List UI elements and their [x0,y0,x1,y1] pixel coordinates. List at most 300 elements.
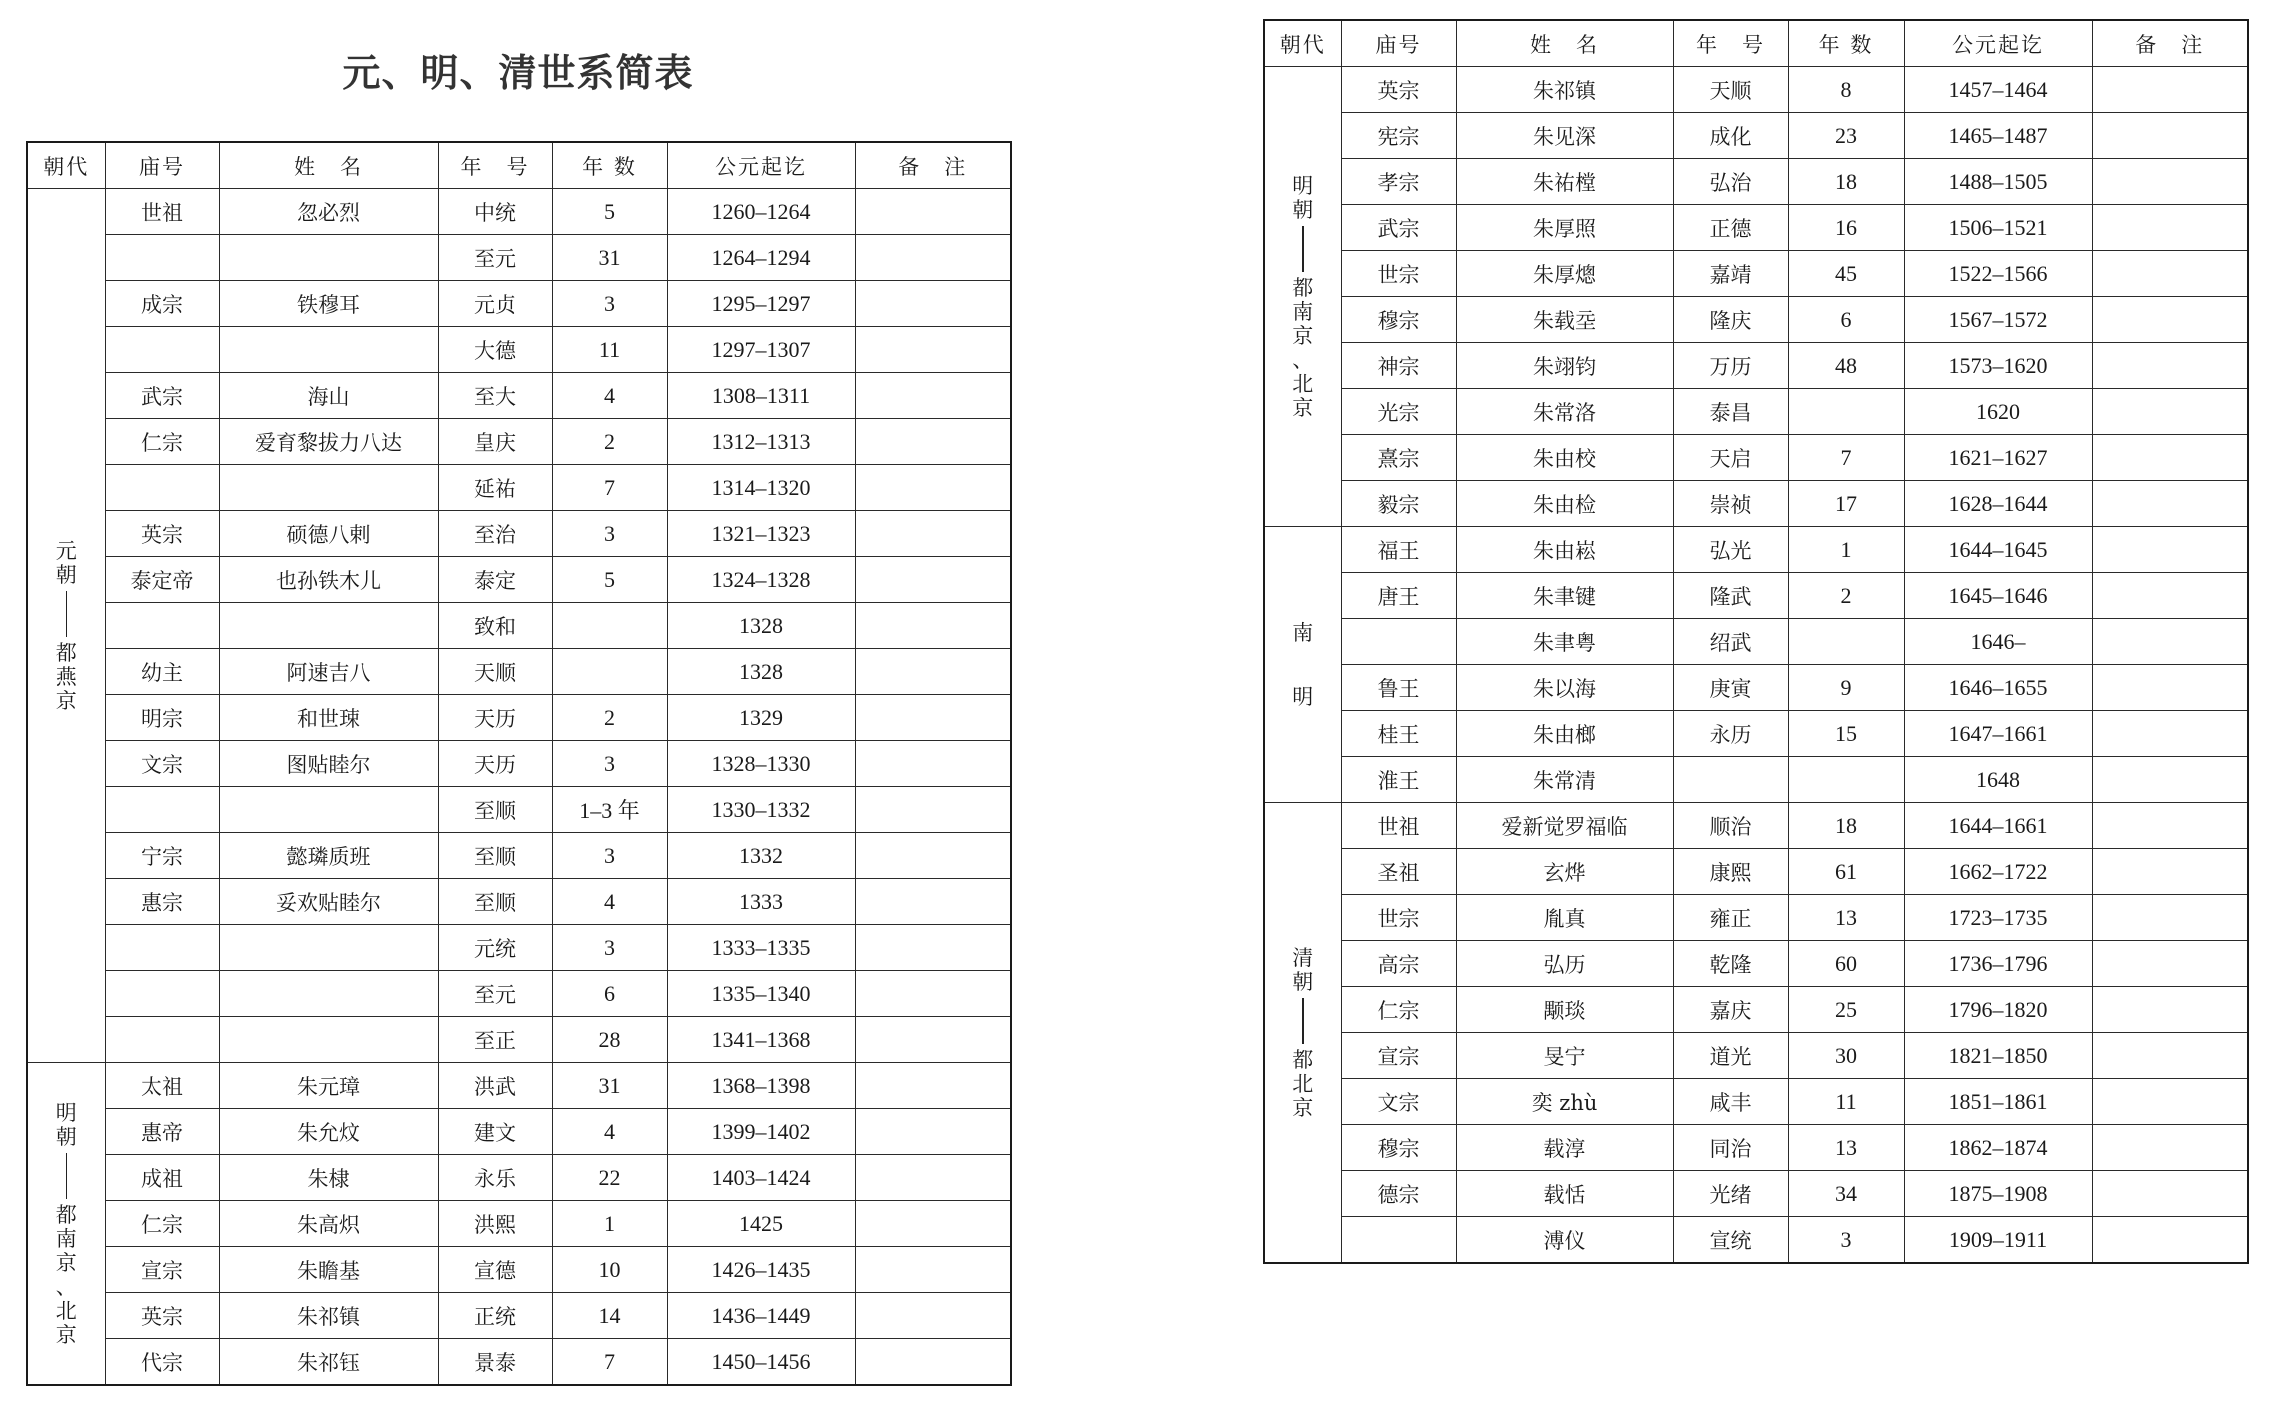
dynasty-cell [1264,527,1341,803]
personal-name-cell: 也孙铁木儿 [219,557,438,603]
reign-years-cell: 4 [552,1109,667,1155]
table-row [27,327,1011,373]
era-name-cell: 延祐 [438,465,552,511]
dynasty-label-char: 都 [1292,1047,1314,1072]
reign-years-cell [552,603,667,649]
personal-name-cell: 图贴睦尔 [219,741,438,787]
dynasty-label-char: 明 [1292,173,1314,198]
note-cell [2092,1079,2248,1125]
reign-years-cell: 23 [1788,113,1904,159]
note-cell [855,1063,1011,1109]
era-name-cell: 至治 [438,511,552,557]
temple-name-cell: 世祖 [1341,803,1456,849]
dynasty-label [28,539,105,713]
era-name-cell: 天顺 [1673,67,1788,113]
note-cell [2092,757,2248,803]
table-row [1264,481,2248,527]
reign-years-cell: 45 [1788,251,1904,297]
ad-span-cell: 1335–1340 [667,971,855,1017]
header-row [1264,20,2248,67]
note-cell [855,833,1011,879]
note-cell [855,1201,1011,1247]
dynasty-label-char: 北 [1292,1071,1314,1096]
temple-name-cell: 英宗 [1341,67,1456,113]
personal-name-cell: 颙琰 [1456,987,1673,1033]
ad-span-cell: 1333 [667,879,855,925]
header-notes: 备 注 [2092,20,2248,67]
table-row [27,281,1011,327]
era-name-cell: 顺治 [1673,803,1788,849]
table-row [1264,895,2248,941]
note-cell [2092,389,2248,435]
personal-name-cell: 朱瞻基 [219,1247,438,1293]
lineage-table-left [26,141,1012,1386]
table-row [1264,987,2248,1033]
ad-span-cell: 1648 [1904,757,2092,803]
personal-name-cell: 朱由校 [1456,435,1673,481]
temple-name-cell: 高宗 [1341,941,1456,987]
personal-name-cell: 朱聿键 [1456,573,1673,619]
personal-name-cell: 朱见深 [1456,113,1673,159]
ad-span-cell: 1628–1644 [1904,481,2092,527]
note-cell [2092,205,2248,251]
dynasty-label-char: 朝 [55,562,77,587]
temple-name-cell: 桂王 [1341,711,1456,757]
reign-years-cell: 1 [552,1201,667,1247]
note-cell [2092,343,2248,389]
note-cell [855,741,1011,787]
reign-years-cell: 15 [1788,711,1904,757]
table-row [27,1109,1011,1155]
note-cell [855,971,1011,1017]
dynasty-label-char: 北 [55,1298,77,1323]
note-cell [2092,435,2248,481]
table-row [1264,665,2248,711]
label-dash-line [66,591,68,637]
header-dynasty: 朝代 [27,142,105,189]
dynasty-label-char: 南 [55,1226,77,1251]
dynasty-label-char: 、 [1292,347,1314,372]
dynasty-label-char: 南 [1292,620,1314,645]
note-cell [855,787,1011,833]
era-name-cell: 隆武 [1673,573,1788,619]
note-cell [2092,1171,2248,1217]
temple-name-cell [1341,1217,1456,1264]
note-cell [2092,711,2248,757]
era-name-cell: 庚寅 [1673,665,1788,711]
reign-years-cell [1788,619,1904,665]
era-name-cell: 洪武 [438,1063,552,1109]
note-cell [2092,1033,2248,1079]
header-notes: 备 注 [855,142,1011,189]
ad-span-cell: 1297–1307 [667,327,855,373]
reign-years-cell: 6 [552,971,667,1017]
era-name-cell: 至正 [438,1017,552,1063]
ad-span-cell: 1465–1487 [1904,113,2092,159]
temple-name-cell: 明宗 [105,695,219,741]
note-cell [855,373,1011,419]
note-cell [855,1293,1011,1339]
reign-years-cell: 8 [1788,67,1904,113]
personal-name-cell: 朱允炆 [219,1109,438,1155]
header-dynasty: 朝代 [1264,20,1341,67]
personal-name-cell: 朱常清 [1456,757,1673,803]
header-personal-name: 姓 名 [1456,20,1673,67]
note-cell [855,925,1011,971]
note-cell [2092,803,2248,849]
ad-span-cell: 1328–1330 [667,741,855,787]
ad-span-cell: 1308–1311 [667,373,855,419]
personal-name-cell [219,327,438,373]
era-name-cell: 至顺 [438,833,552,879]
era-name-cell: 天历 [438,741,552,787]
temple-name-cell: 宁宗 [105,833,219,879]
temple-name-cell: 穆宗 [1341,297,1456,343]
table-row [1264,1217,2248,1264]
personal-name-cell [219,925,438,971]
reign-years-cell: 14 [552,1293,667,1339]
lineage-table-right [1263,19,2249,1264]
reign-years-cell: 30 [1788,1033,1904,1079]
temple-name-cell: 鲁王 [1341,665,1456,711]
personal-name-cell: 胤真 [1456,895,1673,941]
note-cell [2092,67,2248,113]
temple-name-cell: 文宗 [105,741,219,787]
note-cell [855,1339,1011,1386]
era-name-cell: 同治 [1673,1125,1788,1171]
dynasty-label-char: 明 [55,1100,77,1125]
ad-span-cell: 1403–1424 [667,1155,855,1201]
reign-years-cell: 7 [1788,435,1904,481]
temple-name-cell: 淮王 [1341,757,1456,803]
reign-years-cell [1788,389,1904,435]
personal-name-cell: 朱由榔 [1456,711,1673,757]
ad-span-cell: 1341–1368 [667,1017,855,1063]
table-row [27,1293,1011,1339]
dynasty-label [1265,174,1341,420]
ad-span-cell: 1426–1435 [667,1247,855,1293]
header-ad-span: 公元起讫 [667,142,855,189]
table-row [1264,251,2248,297]
era-name-cell: 宣统 [1673,1217,1788,1264]
note-cell [2092,159,2248,205]
temple-name-cell: 熹宗 [1341,435,1456,481]
personal-name-cell: 朱由崧 [1456,527,1673,573]
temple-name-cell: 英宗 [105,1293,219,1339]
ad-span-cell: 1314–1320 [667,465,855,511]
reign-years-cell: 5 [552,189,667,235]
era-name-cell: 隆庆 [1673,297,1788,343]
temple-name-cell: 光宗 [1341,389,1456,435]
era-name-cell: 弘光 [1673,527,1788,573]
era-name-cell: 天启 [1673,435,1788,481]
personal-name-cell: 载恬 [1456,1171,1673,1217]
personal-name-cell: 旻宁 [1456,1033,1673,1079]
temple-name-cell [105,465,219,511]
ad-span-cell: 1330–1332 [667,787,855,833]
label-dash-line [66,1153,68,1199]
reign-years-cell: 16 [1788,205,1904,251]
era-name-cell: 至顺 [438,879,552,925]
reign-years-cell: 61 [1788,849,1904,895]
table-row [1264,757,2248,803]
temple-name-cell: 成宗 [105,281,219,327]
era-name-cell: 嘉庆 [1673,987,1788,1033]
temple-name-cell: 泰定帝 [105,557,219,603]
table-row [1264,435,2248,481]
table-row [1264,205,2248,251]
temple-name-cell: 幼主 [105,649,219,695]
temple-name-cell: 福王 [1341,527,1456,573]
ad-span-cell: 1796–1820 [1904,987,2092,1033]
reign-years-cell: 3 [1788,1217,1904,1264]
ad-span-cell: 1567–1572 [1904,297,2092,343]
dynasty-label-char: 京 [1292,1095,1314,1120]
personal-name-cell: 朱祁镇 [1456,67,1673,113]
table-row [1264,159,2248,205]
note-cell [855,511,1011,557]
reign-years-cell: 34 [1788,1171,1904,1217]
header-era-name: 年 号 [1673,20,1788,67]
note-cell [855,465,1011,511]
personal-name-cell: 铁穆耳 [219,281,438,327]
personal-name-cell: 阿速吉八 [219,649,438,695]
reign-years-cell: 60 [1788,941,1904,987]
reign-years-cell: 13 [1788,1125,1904,1171]
personal-name-cell [219,971,438,1017]
dynasty-label [1265,946,1341,1120]
ad-span-cell: 1723–1735 [1904,895,2092,941]
personal-name-cell: 朱高炽 [219,1201,438,1247]
ad-span-cell: 1328 [667,603,855,649]
ad-span-cell: 1506–1521 [1904,205,2092,251]
ad-span-cell: 1260–1264 [667,189,855,235]
era-name-cell: 至大 [438,373,552,419]
personal-name-cell: 弘历 [1456,941,1673,987]
dynasty-label-char: 明 [1292,684,1314,709]
ad-span-cell: 1645–1646 [1904,573,2092,619]
dynasty-cell [1264,803,1341,1264]
personal-name-cell: 爱新觉罗福临 [1456,803,1673,849]
dynasty-label-char: 都 [55,640,77,665]
table-row [27,557,1011,603]
note-cell [855,281,1011,327]
reign-years-cell: 3 [552,833,667,879]
personal-name-cell [219,787,438,833]
era-name-cell: 永历 [1673,711,1788,757]
personal-name-cell: 爱育黎拔力八达 [219,419,438,465]
era-name-cell: 至顺 [438,787,552,833]
temple-name-cell: 仁宗 [1341,987,1456,1033]
era-name-cell: 崇祯 [1673,481,1788,527]
temple-name-cell [105,925,219,971]
temple-name-cell [105,327,219,373]
table-row [1264,389,2248,435]
ad-span-cell: 1329 [667,695,855,741]
personal-name-cell: 懿璘质班 [219,833,438,879]
personal-name-cell: 溥仪 [1456,1217,1673,1264]
table-row [27,649,1011,695]
note-cell [2092,1217,2248,1264]
ad-span-cell: 1647–1661 [1904,711,2092,757]
reign-years-cell: 25 [1788,987,1904,1033]
reign-years-cell: 2 [1788,573,1904,619]
personal-name-cell: 硕德八剌 [219,511,438,557]
era-name-cell: 泰昌 [1673,389,1788,435]
temple-name-cell: 宣宗 [1341,1033,1456,1079]
table-row [27,787,1011,833]
temple-name-cell: 惠帝 [105,1109,219,1155]
ad-span-cell: 1312–1313 [667,419,855,465]
reign-years-cell: 3 [552,511,667,557]
header-temple-name: 庙号 [1341,20,1456,67]
reign-years-cell: 7 [552,1339,667,1386]
table-row [1264,711,2248,757]
table-row [27,373,1011,419]
dynasty-cell [27,1063,105,1386]
ad-span-cell: 1321–1323 [667,511,855,557]
ad-span-cell: 1425 [667,1201,855,1247]
dynasty-label-char: 京 [1292,395,1314,420]
note-cell [855,1247,1011,1293]
reign-years-cell: 3 [552,281,667,327]
dynasty-label-char: 朝 [55,1124,77,1149]
reign-years-cell [1788,757,1904,803]
reign-years-cell: 3 [552,925,667,971]
era-name-cell: 景泰 [438,1339,552,1386]
personal-name-cell: 朱聿粤 [1456,619,1673,665]
ad-span-cell: 1399–1402 [667,1109,855,1155]
temple-name-cell: 文宗 [1341,1079,1456,1125]
ad-span-cell: 1662–1722 [1904,849,2092,895]
table-row [1264,803,2248,849]
temple-name-cell [105,603,219,649]
ad-span-cell: 1457–1464 [1904,67,2092,113]
table-row [27,1155,1011,1201]
era-name-cell: 元统 [438,925,552,971]
reign-years-cell: 18 [1788,159,1904,205]
note-cell [2092,665,2248,711]
era-name-cell: 光绪 [1673,1171,1788,1217]
table-row [1264,849,2248,895]
personal-name-cell [219,235,438,281]
era-name-cell: 至元 [438,235,552,281]
personal-name-cell: 朱载坖 [1456,297,1673,343]
personal-name-cell: 玄烨 [1456,849,1673,895]
ad-span-cell: 1295–1297 [667,281,855,327]
table-row [27,879,1011,925]
era-name-cell: 绍武 [1673,619,1788,665]
temple-name-cell: 孝宗 [1341,159,1456,205]
dynasty-label-char: 京 [55,1322,77,1347]
dynasty-label-char: 京 [55,1250,77,1275]
temple-name-cell: 惠宗 [105,879,219,925]
temple-name-cell: 穆宗 [1341,1125,1456,1171]
personal-name-cell [219,603,438,649]
era-name-cell: 大德 [438,327,552,373]
reign-years-cell: 2 [552,419,667,465]
table-row [27,1017,1011,1063]
reign-years-cell: 6 [1788,297,1904,343]
temple-name-cell: 英宗 [105,511,219,557]
table-row [27,1339,1011,1386]
era-name-cell: 建文 [438,1109,552,1155]
ad-span-cell: 1644–1661 [1904,803,2092,849]
note-cell [2092,895,2248,941]
header-temple-name: 庙号 [105,142,219,189]
era-name-cell: 洪熙 [438,1201,552,1247]
personal-name-cell: 载淳 [1456,1125,1673,1171]
era-name-cell: 咸丰 [1673,1079,1788,1125]
temple-name-cell: 太祖 [105,1063,219,1109]
era-name-cell [1673,757,1788,803]
page-title: 元、明、清世系简表 [342,51,694,95]
note-cell [2092,849,2248,895]
reign-years-cell: 18 [1788,803,1904,849]
table-row [1264,343,2248,389]
personal-name-cell: 朱祁钰 [219,1339,438,1386]
note-cell [855,1155,1011,1201]
ad-span-cell: 1646– [1904,619,2092,665]
note-cell [855,649,1011,695]
era-name-cell: 道光 [1673,1033,1788,1079]
temple-name-cell: 仁宗 [105,1201,219,1247]
table-row [1264,1033,2248,1079]
table-row [1264,527,2248,573]
temple-name-cell [105,787,219,833]
era-name-cell: 宣德 [438,1247,552,1293]
table-row [1264,619,2248,665]
note-cell [2092,1125,2248,1171]
era-name-cell: 永乐 [438,1155,552,1201]
personal-name-cell [219,465,438,511]
personal-name-cell: 和世㻋 [219,695,438,741]
note-cell [855,235,1011,281]
label-dash-line [1302,998,1304,1044]
era-name-cell: 皇庆 [438,419,552,465]
temple-name-cell: 宣宗 [105,1247,219,1293]
temple-name-cell: 世祖 [105,189,219,235]
reign-years-cell: 17 [1788,481,1904,527]
reign-years-cell: 22 [552,1155,667,1201]
personal-name-cell: 忽必烈 [219,189,438,235]
table-row [27,833,1011,879]
temple-name-cell [105,971,219,1017]
table-row [27,189,1011,235]
table-row [27,465,1011,511]
table-row [1264,941,2248,987]
dynasty-label-char: 京 [1292,323,1314,348]
ad-span-cell: 1621–1627 [1904,435,2092,481]
reign-years-cell: 9 [1788,665,1904,711]
personal-name-cell: 朱翊钧 [1456,343,1673,389]
reign-years-cell [552,649,667,695]
note-cell [2092,941,2248,987]
reign-years-cell: 31 [552,235,667,281]
ad-span-cell: 1368–1398 [667,1063,855,1109]
personal-name-cell: 朱由检 [1456,481,1673,527]
reign-years-cell: 1–3 年 [552,787,667,833]
dynasty-label-char: 、 [55,1274,77,1299]
header-years: 年 数 [552,142,667,189]
ad-span-cell: 1620 [1904,389,2092,435]
ad-span-cell: 1450–1456 [667,1339,855,1386]
ad-span-cell: 1328 [667,649,855,695]
note-cell [855,419,1011,465]
note-cell [2092,527,2248,573]
table-row [27,419,1011,465]
ad-span-cell: 1488–1505 [1904,159,2092,205]
